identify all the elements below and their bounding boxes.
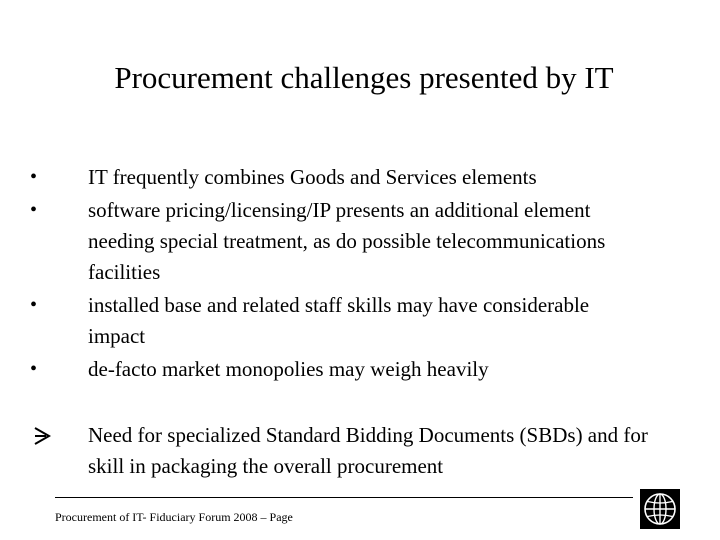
bullet-text: installed base and related staff skills may have considerable impact [88, 293, 590, 348]
bullet-text: de-facto market monopolies may weigh heavily [88, 357, 489, 381]
bullet-marker: • [30, 358, 38, 380]
bullet-marker: • [30, 166, 38, 188]
bullet-marker: • [30, 294, 38, 316]
bullet-text: software pricing/licensing/IP presents an additional element needing special treatment, as do possible telecommunications facilities [88, 198, 606, 284]
bullet-item [30, 195, 650, 288]
sub-point-item [30, 420, 670, 482]
bullet-list [30, 162, 650, 387]
bullet-item [30, 354, 650, 385]
bullet-item [30, 162, 650, 193]
sub-point-text: Need for specialized Standard Bidding Documents (SBDs) and for skill in packaging the overall procurement [88, 423, 648, 478]
bullet-item [30, 290, 650, 352]
bullet-marker: • [30, 199, 38, 221]
bullet-text: IT frequently combines Goods and Services elements [88, 165, 537, 189]
arrow-bullet-icon [32, 426, 52, 446]
footer-text: Procurement of IT- Fiduciary Forum 2008 – Page [55, 510, 293, 524]
globe-logo-icon [640, 489, 680, 529]
slide-title: Procurement challenges presented by IT [114, 60, 614, 95]
sub-point [30, 420, 670, 482]
footer-divider [55, 497, 633, 498]
